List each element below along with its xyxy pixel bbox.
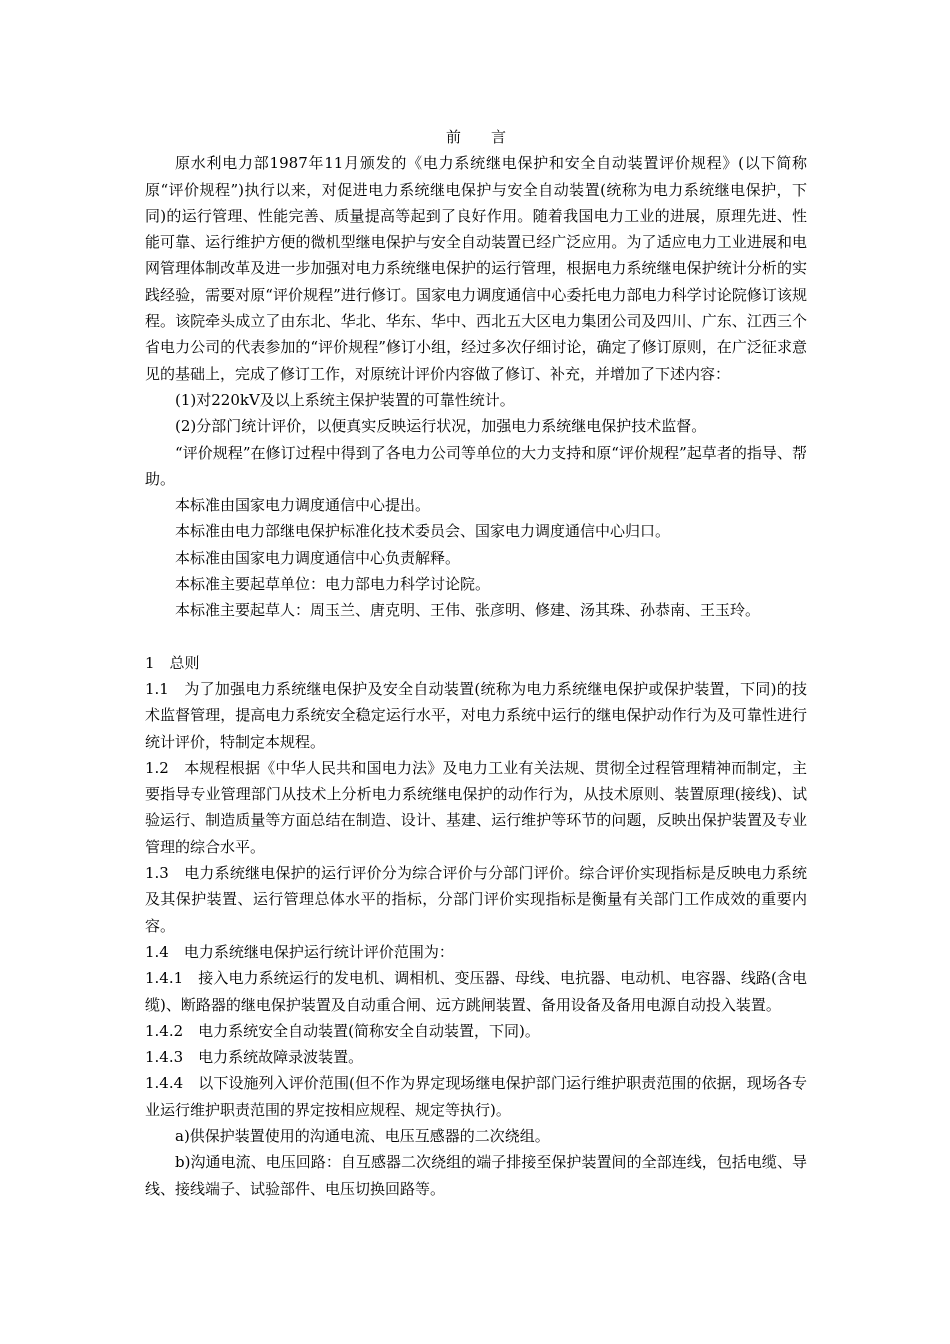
list-item-a: a)供保护装置使用的沟通电流、电压互感器的二次绕组。: [175, 1126, 550, 1145]
preface-paragraph-9: 本标准主要起草人：周玉兰、唐克明、王伟、张彦明、修建、汤其珠、孙恭南、王玉玲。: [175, 601, 761, 620]
clause-1-4-4: 1.4.4 以下设施列入评价范围(但不作为界定现场继电保护部门运行维护职责范围的依据，现场各专业运行维护职责范围的界定按相应规程、规定等执行)。: [145, 1074, 807, 1119]
preface-paragraph-5: 本标准由国家电力调度通信中心提出。: [175, 496, 431, 515]
preface-paragraph-8: 本标准主要起草单位：电力部电力科学讨论院。: [175, 575, 491, 594]
preface-paragraph-7: 本标准由国家电力调度通信中心负责解释。: [175, 548, 461, 567]
clause-1-2: 1.2 本规程根据《中华人民共和国电力法》及电力工业有关法规、贯彻全过程管理精神而制定，主要指导专业管理部门从技术上分析电力系统继电保护的动作行为，从技术原则、装置原理(接线)、试验运行、制造质量等方面总结在制造、设计、基建、运行维护等环节的问题，反映出保护装置及专业管理的综合水平。: [145, 758, 807, 856]
clause-1-4-3: 1.4.3 电力系统故障录波装置。: [145, 1048, 364, 1067]
document-page: [145, 124, 807, 1202]
list-item-b: b)沟通电流、电压回路：自互感器二次绕组的端子排接至保护装置间的全部连线，包括电缆、导线、接线端子、试验部件、电压切换回路等。: [145, 1153, 807, 1198]
clause-1-4-2: 1.4.2 电力系统安全自动装置(简称安全自动装置，下同)。: [145, 1021, 540, 1040]
preface-paragraph-3: (2)分部门统计评价，以便真实反映运行状况，加强电力系统继电保护技术监督。: [175, 417, 707, 436]
preface-paragraph-6: 本标准由电力部继电保护标准化技术委员会、国家电力调度通信中心归口。: [175, 522, 671, 541]
clause-1-3: 1.3 电力系统继电保护的运行评价分为综合评价与分部门评价。综合评价实现指标是反映电力系统及其保护装置、运行管理总体水平的指标，分部门评价实现指标是衡量有关部门工作成效的重要内容。: [145, 864, 807, 935]
preface-paragraph-1: 原水利电力部1987年11月颁发的《电力系统继电保护和安全自动装置评价规程》(以下简称原“评价规程”)执行以来，对促进电力系统继电保护与安全自动装置(统称为电力系统继电保护，下同)的运行管理、性能完善、质量提高等起到了良好作用。随着我国电力工业的进展，原理先进、性能可靠、运行维护方便的微机型继电保护与安全自动装置已经广泛应用。为了适应电力工业进展和电网管理体制改革及进一步加强对电力系统继电保护的运行管理，根据电力系统继电保护统计分析的实践经验，需要对原“评价规程”进行修订。国家电力调度通信中心委托电力部电力科学讨论院修订该规程。该院牵头成立了由东北、华北、华东、华中、西北五大区电力集团公司及四川、广东、江西三个省电力公司的代表参加的“评价规程”修订小组，经过多次仔细讨论，确定了修订原则，在广泛征求意见的基础上，完成了修订工作，对原统计评价内容做了修订、补充，并增加了下述内容：: [145, 154, 807, 383]
section-heading: 1 总则: [145, 653, 200, 672]
section-spacer: [145, 624, 807, 650]
clause-1-4-1: 1.4.1 接入电力系统运行的发电机、调相机、变压器、母线、电抗器、电动机、电容器、线路(含电缆)、断路器的继电保护装置及自动重合闸、远方跳闸装置、备用设备及备用电源自动投入装置。: [145, 969, 807, 1014]
clause-1-4: 1.4 电力系统继电保护运行统计评价范围为：: [145, 942, 454, 961]
clause-1-1: 1.1 为了加强电力系统继电保护及安全自动装置(统称为电力系统继电保护或保护装置，下同)的技术监督管理，提高电力系统安全稳定运行水平，对电力系统中运行的继电保护动作行为及可靠性进行统计评价，特制定本规程。: [145, 679, 807, 751]
preface-paragraph-2: (1)对220kV及以上系统主保护装置的可靠性统计。: [175, 390, 515, 409]
preface-title: 前言: [445, 128, 536, 146]
preface-paragraph-4: “评价规程”在修订过程中得到了各电力公司等单位的大力支持和原“评价规程”起草者的指导、帮助。: [145, 443, 807, 488]
